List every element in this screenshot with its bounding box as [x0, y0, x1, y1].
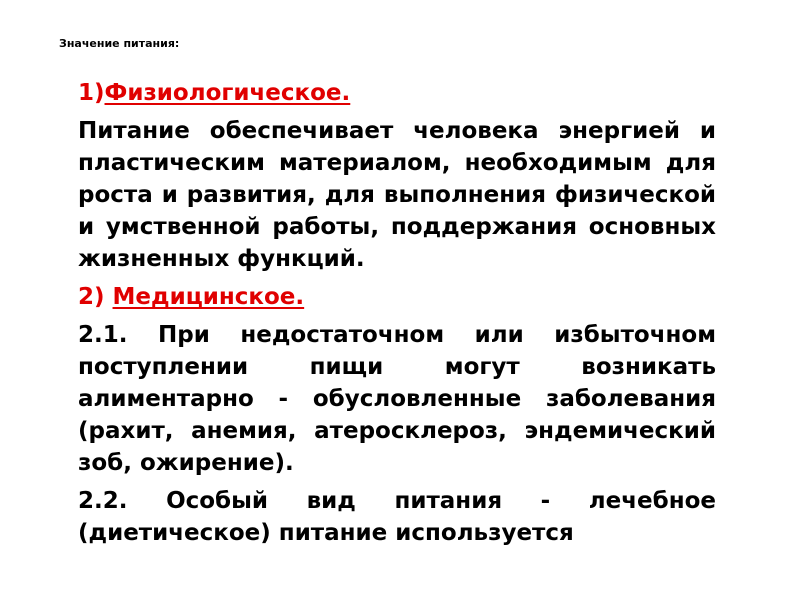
section-title: Медицинское.	[112, 284, 305, 310]
slide-title: Значение питания:	[59, 37, 180, 50]
section-number: 2)	[78, 284, 113, 310]
section-paragraph-item-2-1: 2.1. При недостаточном или избыточном поступлении пищи могут возникать алиментарно - обусловленные заболевания (рахит, анемия, атеросклероз, эндемический зоб, ожирение).	[78, 322, 716, 476]
section-title: Физиологическое.	[104, 80, 351, 106]
slide-body	[78, 77, 716, 555]
section-paragraph-physiological: Питание обеспечивает человека энергией и пластическим материалом, необходимым для роста и развития, для выполнения физической и умственной работы, поддержания основных жизненных функций.	[78, 118, 716, 272]
section-heading-physiological	[78, 77, 716, 109]
section-paragraph-item-2-2: 2.2. Особый вид питания - лечебное (диетическое) питание используется	[78, 488, 716, 546]
section-heading-medical	[78, 281, 716, 313]
section-number: 1)	[78, 80, 105, 106]
